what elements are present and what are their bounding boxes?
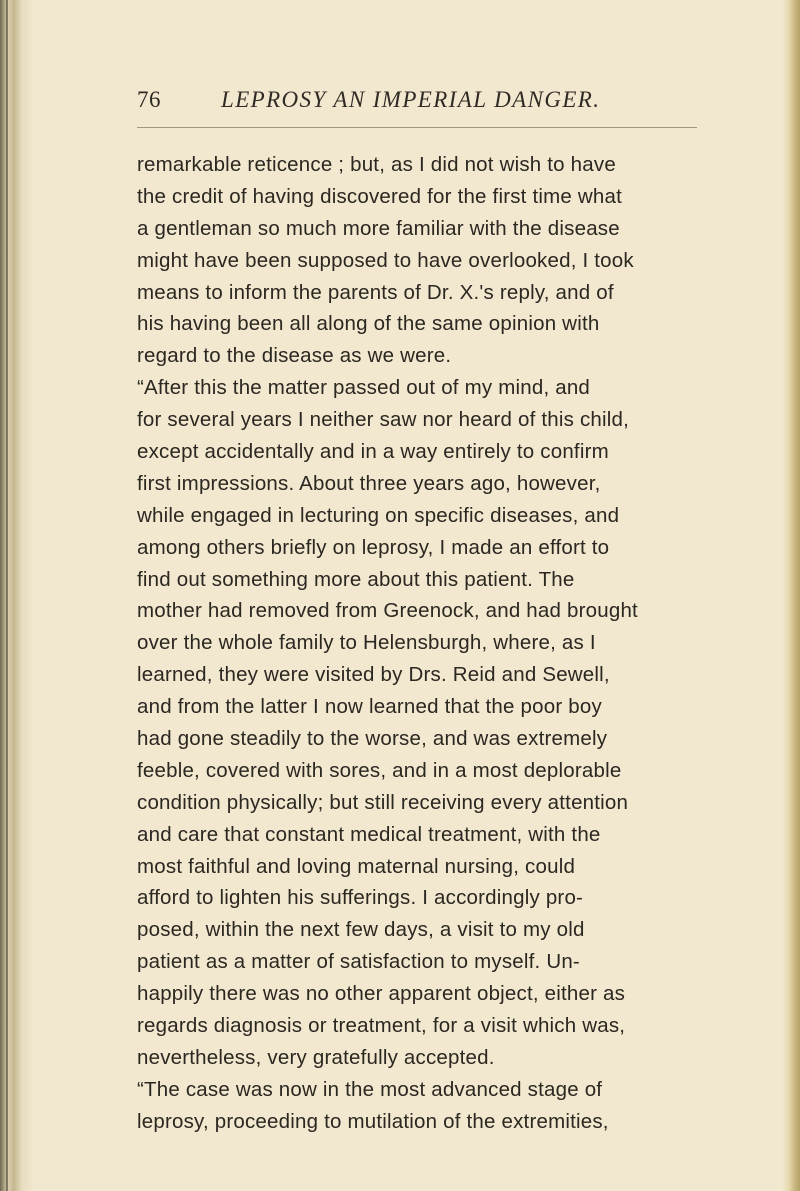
text-line: except accidentally and in a way entirely to confirm — [137, 440, 609, 464]
text-line: and care that constant medical treatment, with the — [137, 822, 601, 846]
binding-line — [6, 0, 8, 1191]
text-line: might have been supposed to have overlooked, I took — [137, 248, 634, 272]
text-line: find out something more about this patient. The — [137, 567, 575, 591]
text-line: patient as a matter of satisfaction to myself. Un- — [137, 950, 580, 974]
text-line: “After this the matter passed out of my mind, and — [137, 376, 591, 400]
text-line: remarkable reticence ; but, as I did not wish to have — [137, 153, 616, 176]
text-line: condition physically; but still receiving every attention — [137, 790, 629, 814]
text-line: a gentleman so much more familiar with the disease — [137, 216, 620, 240]
text-line: posed, within the next few days, a visit to my old — [137, 918, 585, 942]
text-line: among others briefly on leprosy, I made an effort to — [137, 535, 610, 559]
book-binding — [0, 0, 34, 1191]
body-text — [137, 149, 711, 1138]
text-line: regard to the disease as we were. — [137, 344, 452, 368]
text-line: the credit of having discovered for the first time what — [137, 184, 623, 208]
text-line: and from the latter I now learned that the poor boy — [137, 695, 602, 719]
text-line: over the whole family to Helensburgh, where, as I — [137, 631, 596, 655]
text-line: first impressions. About three years ago, however, — [137, 471, 601, 495]
text-line: had gone steadily to the worse, and was extremely — [137, 727, 608, 751]
text-line: while engaged in lecturing on specific diseases, and — [137, 503, 620, 527]
running-title: LEPROSY AN IMPERIAL DANGER. — [221, 87, 601, 112]
page-header — [137, 87, 697, 117]
text-line: means to inform the parents of Dr. X.'s reply, and of — [137, 280, 614, 304]
text-line: learned, they were visited by Drs. Reid and Sewell, — [137, 663, 610, 687]
text-line: mother had removed from Greenock, and had brought — [137, 599, 638, 623]
page-number: 76 — [137, 87, 161, 112]
text-line: nevertheless, very gratefully accepted. — [137, 1045, 495, 1069]
page-edge — [782, 0, 800, 1191]
text-line: regards diagnosis or treatment, for a visit which was, — [137, 1014, 626, 1038]
text-line: feeble, covered with sores, and in a most deplorable — [137, 758, 622, 782]
text-line: his having been all along of the same opinion with — [137, 312, 600, 336]
text-line: happily there was no other apparent object, either as — [137, 982, 626, 1006]
text-line: most faithful and loving maternal nursing, could — [137, 854, 576, 878]
text-line: afford to lighten his sufferings. I accordingly pro- — [137, 886, 584, 910]
text-line: for several years I neither saw nor heard of this child, — [137, 408, 630, 432]
text-line: leprosy, proceeding to mutilation of the extremities, — [137, 1109, 609, 1133]
text-line: “The case was now in the most advanced stage of — [137, 1077, 603, 1101]
header-rule — [137, 127, 697, 128]
